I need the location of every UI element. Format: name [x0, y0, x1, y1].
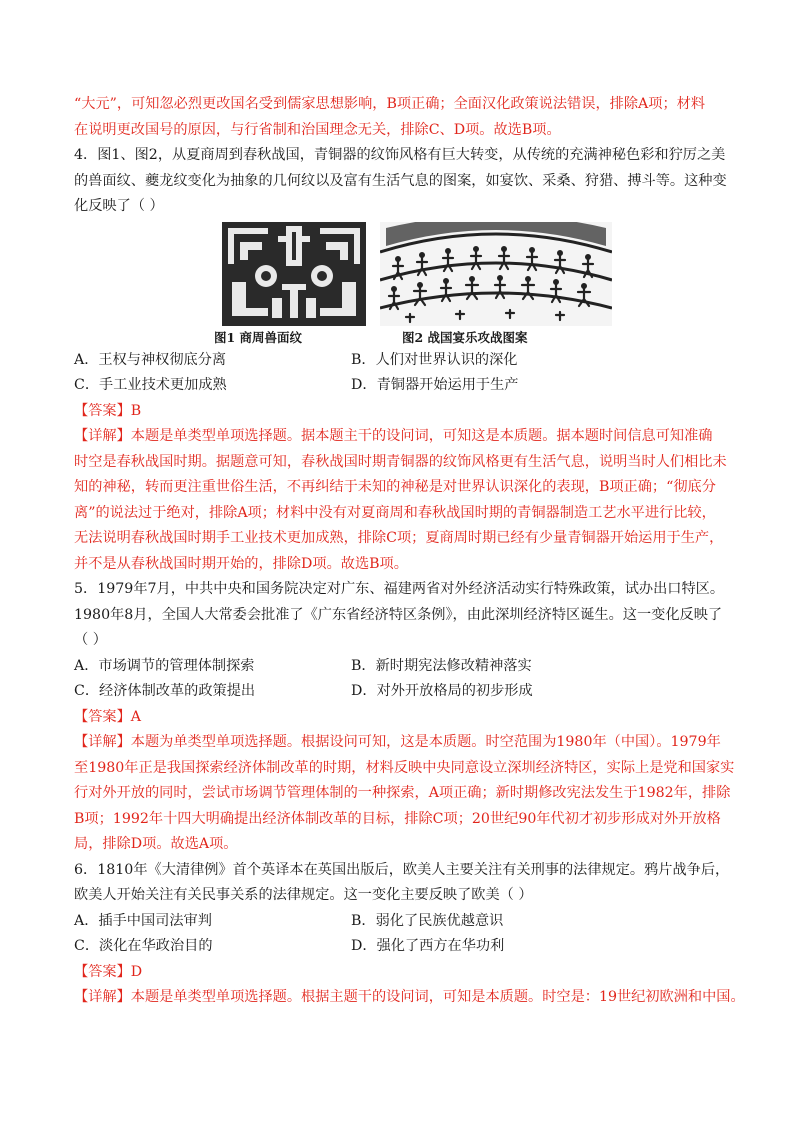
- question-stem-line: 1980年8月，全国人大常委会批准了《广东省经济特区条例》，由此深圳经济特区诞生。这一变化反映了: [74, 606, 723, 623]
- detail-line: 无法说明春秋战国时期手工业技术更加成熟，排除C项；夏商周时期已经有少量青铜器开始运用于生产，: [74, 530, 724, 546]
- option-b: B．新时期宪法修改精神落实: [351, 657, 532, 674]
- detail-line: 【详解】本题是单类型单项选择题。据本题主干的设问词，可知这是本质题。据本题时间信息可知准确: [74, 428, 713, 444]
- detail-line: 至1980年正是我国探索经济体制改革的时期，材料反映中央同意设立深圳经济特区，实际上是党和国家实: [74, 759, 735, 776]
- answer-label: 【答案】D: [74, 963, 143, 980]
- detail-line: 时空是春秋战国时期。据题意可知，春秋战国时期青铜器的纹饰风格更有生活气息，说明当时人们相比未: [74, 453, 727, 470]
- options-row: [74, 934, 738, 960]
- option-a: A．插手中国司法审判: [74, 912, 212, 929]
- answer-label: 【答案】B: [74, 402, 142, 419]
- detail-line: 行对外开放的同时，尝试市场调节管理体制的一种探索，A项正确；新时期修改宪法发生于1982年，排除: [74, 785, 731, 801]
- option-b: B．人们对世界认识的深化: [351, 351, 518, 368]
- option-d: D．强化了西方在华功利: [351, 938, 505, 954]
- detail-line: B项；1992年十四大明确提出经济体制改革的目标，排除C项；20世纪90年代初才初步形成对外开放格: [74, 810, 721, 827]
- detail-line: 并不是从春秋战国时期开始的，排除D项。故选B项。: [74, 555, 408, 572]
- question-stem-line: （ ）: [74, 632, 107, 648]
- option-d: D．对外开放格局的初步形成: [351, 683, 533, 699]
- detail-line: “大元”，可知忽必烈更改国名受到儒家思想影响，B项正确；全面汉化政策说法错误，排除A项；材料: [74, 96, 706, 112]
- question-stem-line: 5．1979年7月，中共中央和国务院决定对广东、福建两省对外经济活动实行特殊政策，试办出口特区。: [74, 581, 725, 597]
- option-c: C．经济体制改革的政策提出: [74, 683, 256, 699]
- option-c: C．淡化在华政治目的: [74, 938, 213, 954]
- option-a: A．市场调节的管理体制探索: [74, 657, 255, 674]
- detail-line: 离”的说法过于绝对，排除A项；材料中没有对夏商周和春秋战国时期的青铜器制造工艺水平进行比较，: [74, 504, 716, 521]
- options-row: [74, 373, 738, 399]
- option-c: C．手工业技术更加成熟: [74, 377, 227, 393]
- options-row: [74, 909, 738, 935]
- options-row: [74, 679, 738, 705]
- answer-label: 【答案】A: [74, 708, 141, 725]
- question-stem-line: 欧美人开始关注有关民事关系的法律规定。这一变化主要反映了欧美（ ）: [74, 887, 533, 903]
- option-d: D．青铜器开始运用于生产: [351, 377, 519, 393]
- detail-line: 在说明更改国号的原因，与行省制和治国理念无关，排除C、D项。故选B项。: [74, 121, 561, 138]
- option-a: A．王权与神权彻底分离: [74, 351, 227, 368]
- question-stem-line: 4．图1、图2，从夏商周到春秋战国，青铜器的纹饰风格有巨大转变，从传统的充满神秘色彩和狞厉之美: [74, 147, 726, 163]
- detail-line: 【详解】本题为单类型单项选择题。根据设问可知，这是本质题。时空范围为1980年（中国）。1979年: [74, 734, 721, 750]
- option-b: B．弱化了民族优越意识: [351, 912, 504, 929]
- question-stem-line: 6．1810年《大清律例》首个英译本在英国出版后，欧美人主要关注有关刑事的法律规定。鸦片战争后，: [74, 861, 730, 878]
- question-3-explanation-tail: [74, 92, 738, 143]
- detail-line: 【详解】本题是单类型单项选择题。根据主题干的设问词，可知是本质题。时空是：19世纪初欧洲和中国。: [74, 989, 745, 1005]
- figure-1-beast-face-pattern-image: [222, 222, 366, 326]
- figure-row: [74, 220, 738, 348]
- figure-2-caption: 图2 战国宴乐攻战图案: [402, 329, 528, 345]
- figure-2-feast-and-battle-pattern-image: [380, 222, 612, 326]
- document-page: [74, 92, 745, 1011]
- options-row: [74, 348, 738, 374]
- question-stem-line: 的兽面纹、夔龙纹变化为抽象的几何纹以及富有生活气息的图案，如宴饮、采桑、狩猎、搏斗等。这种变: [74, 172, 727, 189]
- options-row: [74, 654, 738, 680]
- question-stem-line: 化反映了（ ）: [74, 198, 164, 214]
- detail-line: 知的神秘，转而更注重世俗生活，不再纠结于未知的神秘是对世界认识深化的表现，B项正确；“彻底分: [74, 479, 716, 495]
- question-6: [74, 858, 745, 1011]
- question-5: [74, 577, 738, 858]
- question-4: [74, 143, 738, 577]
- detail-line: 局，排除D项。故选A项。: [74, 836, 238, 852]
- figure-1-caption: 图1 商周兽面纹: [214, 329, 303, 345]
